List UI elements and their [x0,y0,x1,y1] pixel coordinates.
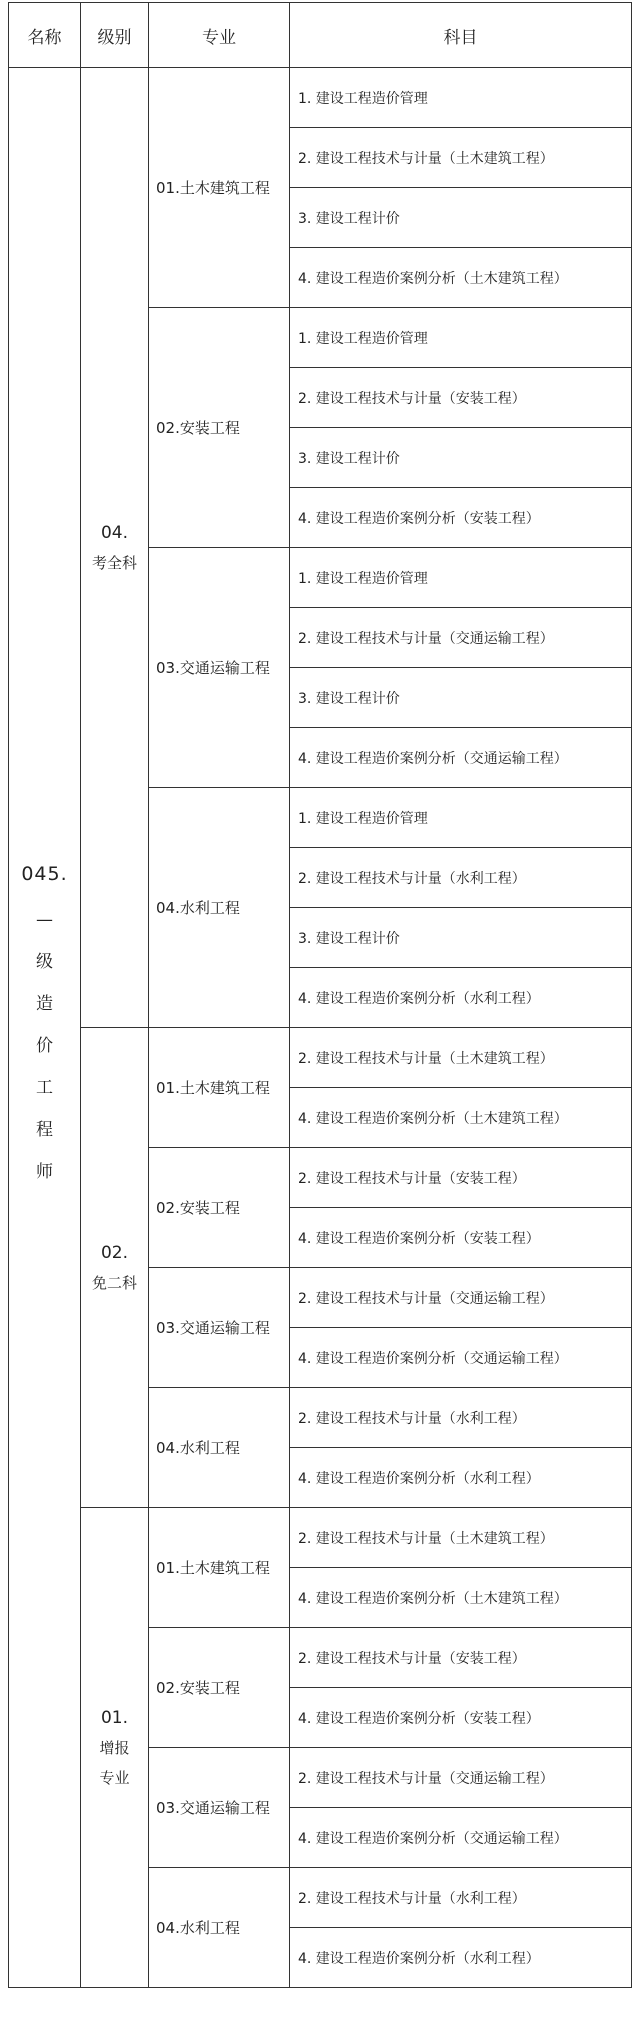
certificate-name-char: 造 [36,993,53,1014]
table-row [9,1028,632,1088]
certificate-name-char: 师 [36,1161,53,1182]
subject-cell: 2. 建设工程技术与计量（交通运输工程） [290,1268,632,1328]
specialty-cell: 02.安装工程 [149,308,290,548]
subject-cell: 3. 建设工程计价 [290,428,632,488]
subject-cell: 4. 建设工程造价案例分析（交通运输工程） [290,1328,632,1388]
exam-subjects-table [8,2,632,1988]
header-specialty: 专业 [149,3,290,68]
subject-cell: 2. 建设工程技术与计量（水利工程） [290,1868,632,1928]
level-cell [81,1028,149,1508]
certificate-name-cell [9,68,81,1988]
specialty-cell: 03.交通运输工程 [149,1268,290,1388]
subject-cell: 2. 建设工程技术与计量（水利工程） [290,848,632,908]
certificate-name-char: 工 [36,1077,53,1098]
certificate-name-char: — [36,909,53,930]
specialty-cell: 01.土木建筑工程 [149,1508,290,1628]
subject-cell: 4. 建设工程造价案例分析（土木建筑工程） [290,248,632,308]
header-subject: 科目 [290,3,632,68]
subject-cell: 4. 建设工程造价案例分析（交通运输工程） [290,728,632,788]
specialty-cell: 01.土木建筑工程 [149,68,290,308]
subject-cell: 3. 建设工程计价 [290,188,632,248]
level-code: 01. [100,1707,129,1728]
subject-cell: 1. 建设工程造价管理 [290,788,632,848]
level-code: 02. [100,1242,129,1263]
header-row [9,3,632,68]
certificate-name-char: 程 [36,1119,53,1140]
level-code: 04. [100,522,129,543]
header-name: 名称 [9,3,81,68]
level-label-line: 专业 [99,1768,130,1787]
certificate-code: 045. [21,862,68,885]
specialty-cell: 02.安装工程 [149,1148,290,1268]
subject-cell: 3. 建设工程计价 [290,908,632,968]
subject-cell: 1. 建设工程造价管理 [290,68,632,128]
table-row [9,68,632,128]
table-row [9,1508,632,1568]
subject-cell: 4. 建设工程造价案例分析（土木建筑工程） [290,1568,632,1628]
level-cell [81,1508,149,1988]
subject-cell: 4. 建设工程造价案例分析（水利工程） [290,968,632,1028]
specialty-cell: 03.交通运输工程 [149,548,290,788]
specialty-cell: 04.水利工程 [149,788,290,1028]
specialty-cell: 04.水利工程 [149,1868,290,1988]
subject-cell: 4. 建设工程造价案例分析（土木建筑工程） [290,1088,632,1148]
subject-cell: 4. 建设工程造价案例分析（安装工程） [290,488,632,548]
level-label: 考全科 [91,553,137,572]
subject-cell: 2. 建设工程技术与计量（交通运输工程） [290,608,632,668]
subject-cell: 4. 建设工程造价案例分析（水利工程） [290,1928,632,1988]
subject-cell: 2. 建设工程技术与计量（安装工程） [290,1148,632,1208]
table-body [9,68,632,1988]
subject-cell: 2. 建设工程技术与计量（土木建筑工程） [290,128,632,188]
subject-cell: 4. 建设工程造价案例分析（水利工程） [290,1448,632,1508]
subject-cell: 4. 建设工程造价案例分析（安装工程） [290,1688,632,1748]
certificate-name-char: 级 [36,951,53,972]
subject-cell: 3. 建设工程计价 [290,668,632,728]
certificate-name-char: 价 [36,1035,53,1056]
subject-cell: 4. 建设工程造价案例分析（交通运输工程） [290,1808,632,1868]
subject-cell: 4. 建设工程造价案例分析（安装工程） [290,1208,632,1268]
subject-cell: 1. 建设工程造价管理 [290,548,632,608]
level-cell [81,68,149,1028]
level-label-line: 增报 [99,1738,130,1757]
subject-cell: 2. 建设工程技术与计量（安装工程） [290,368,632,428]
specialty-cell: 01.土木建筑工程 [149,1028,290,1148]
subject-cell: 2. 建设工程技术与计量（土木建筑工程） [290,1508,632,1568]
header-level: 级别 [81,3,149,68]
subject-cell: 2. 建设工程技术与计量（安装工程） [290,1628,632,1688]
subject-cell: 2. 建设工程技术与计量（水利工程） [290,1388,632,1448]
specialty-cell: 03.交通运输工程 [149,1748,290,1868]
level-label: 免二科 [91,1273,137,1292]
subject-cell: 1. 建设工程造价管理 [290,308,632,368]
specialty-cell: 04.水利工程 [149,1388,290,1508]
specialty-cell: 02.安装工程 [149,1628,290,1748]
subject-cell: 2. 建设工程技术与计量（交通运输工程） [290,1748,632,1808]
subject-cell: 2. 建设工程技术与计量（土木建筑工程） [290,1028,632,1088]
